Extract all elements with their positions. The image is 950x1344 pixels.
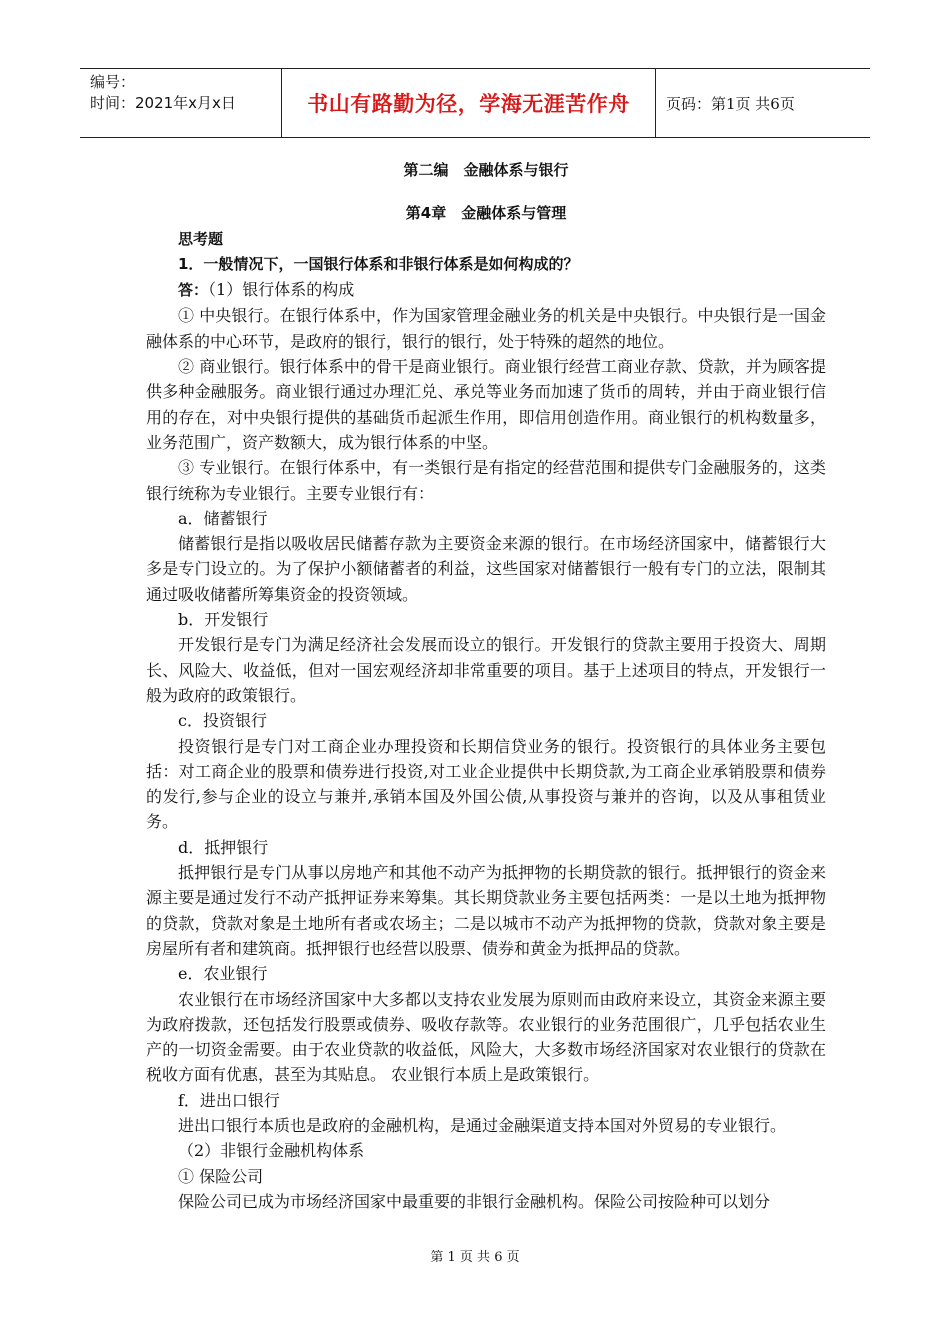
section-label: 思考题	[178, 229, 224, 248]
paragraph: 抵押银行是专门从事以房地产和其他不动产为抵押物的长期贷款的银行。抵押银行的资金来源主要是通过发行不动产抵押证券来筹集。其长期贷款业务主要包括两类：一是以土地为抵押物的贷款，贷款对象是土地所有者或农场主；二是以城市不动产为抵押物的贷款，贷款对象主要是房屋所有者和建筑商。抵押银行也经营以股票、债券和黄金为抵押品的贷款。	[146, 863, 826, 958]
paragraph: f．进出口银行	[178, 1090, 280, 1110]
paragraph: 投资银行是专门对工商企业办理投资和长期信贷业务的银行。投资银行的具体业务主要包括：对工商企业的股票和债券进行投资,对工业企业提供中长期贷款,为工商企业承销股票和债券的发行,参与企业的设立与兼并,承销本国及外国公债,从事投资与兼并的咨询，以及从事租赁业务。	[146, 736, 826, 832]
paragraph: b．开发银行	[178, 610, 269, 630]
answer-first-line: （1）银行体系的构成	[208, 280, 355, 300]
document-number-label: 编号：	[90, 73, 136, 91]
paragraph: a．储蓄银行	[178, 508, 268, 528]
paragraph: 保险公司已成为市场经济国家中最重要的非银行金融机构。保险公司按险种可以划分	[178, 1191, 771, 1211]
paragraph: ② 商业银行。银行体系中的骨干是商业银行。商业银行经营工商业存款、贷款，并为顾客提供多种金融服务。商业银行通过办理汇兑、承兑等业务而加速了货币的周转，并由于商业银行信用的存在，对中央银行提供的基础货币起派生作用，即信用创造作用。商业银行的机构数量多，业务范围广，资产数额大，成为银行体系的中坚。	[146, 357, 826, 452]
paragraph: ① 中央银行。在银行体系中，作为国家管理金融业务的机关是中央银行。中央银行是一国金融体系的中心环节，是政府的银行，银行的银行，处于特殊的超然的地位。	[146, 306, 826, 351]
document-body	[146, 152, 826, 1214]
header-meta	[80, 69, 282, 137]
header-motto: 书山有路勤为径，学海无涯苦作舟	[282, 69, 656, 137]
header-page-info: 页码：第1页 共6页	[666, 94, 795, 113]
page-footer: 第 1 页 共 6 页	[430, 1250, 520, 1265]
paragraph: （2）非银行金融机构体系	[178, 1141, 365, 1161]
paragraph: 储蓄银行是指以吸收居民储蓄存款为主要资金来源的银行。在市场经济国家中，储蓄银行大多是专门设立的。为了保护小额储蓄者的利益，这些国家对储蓄银行一般有专门的立法，限制其通过吸收储蓄所筹集资金的投资领域。	[146, 534, 826, 604]
paragraph: 开发银行是专门为满足经济社会发展而设立的银行。开发银行的贷款主要用于投资大、周期长、风险大、收益低，但对一国宏观经济却非常重要的项目。基于上述项目的特点，开发银行一般为政府的政策银行。	[146, 635, 826, 705]
paragraph: d．抵押银行	[178, 837, 269, 857]
answer-intro	[146, 277, 826, 303]
paragraph: 农业银行在市场经济国家中大多都以支持农业发展为原则而由政府来设立，其资金来源主要为政府拨款，还包括发行股票或债券、吸收存款等。农业银行的业务范围很广，几乎包括农业生产的一切资金需要。由于农业贷款的收益低，风险大，大多数市场经济国家对农业银行的贷款在税收方面有优惠，甚至为其贴息。 农业银行本质上是政策银行。	[146, 989, 826, 1085]
question-text: 1．一般情况下，一国银行体系和非银行体系是如何构成的？	[178, 254, 579, 273]
paragraph: ① 保险公司	[178, 1166, 264, 1186]
paragraph: ③ 专业银行。在银行体系中，有一类银行是有指定的经营范围和提供专门金融服务的，这类银行统称为专业银行。主要专业银行有：	[146, 458, 826, 503]
paragraph: e．农业银行	[178, 964, 268, 984]
paragraph: c．投资银行	[178, 711, 267, 731]
paragraph: 进出口银行本质也是政府的金融机构，是通过金融渠道支持本国对外贸易的专业银行。	[178, 1115, 787, 1135]
chapter-title: 第4章 金融体系与管理	[405, 204, 567, 223]
page-header	[80, 68, 870, 138]
answer-label: 答：	[178, 281, 209, 300]
document-time-label: 时间：2021年x月x日	[90, 94, 236, 112]
part-title: 第二编 金融体系与银行	[403, 161, 569, 179]
